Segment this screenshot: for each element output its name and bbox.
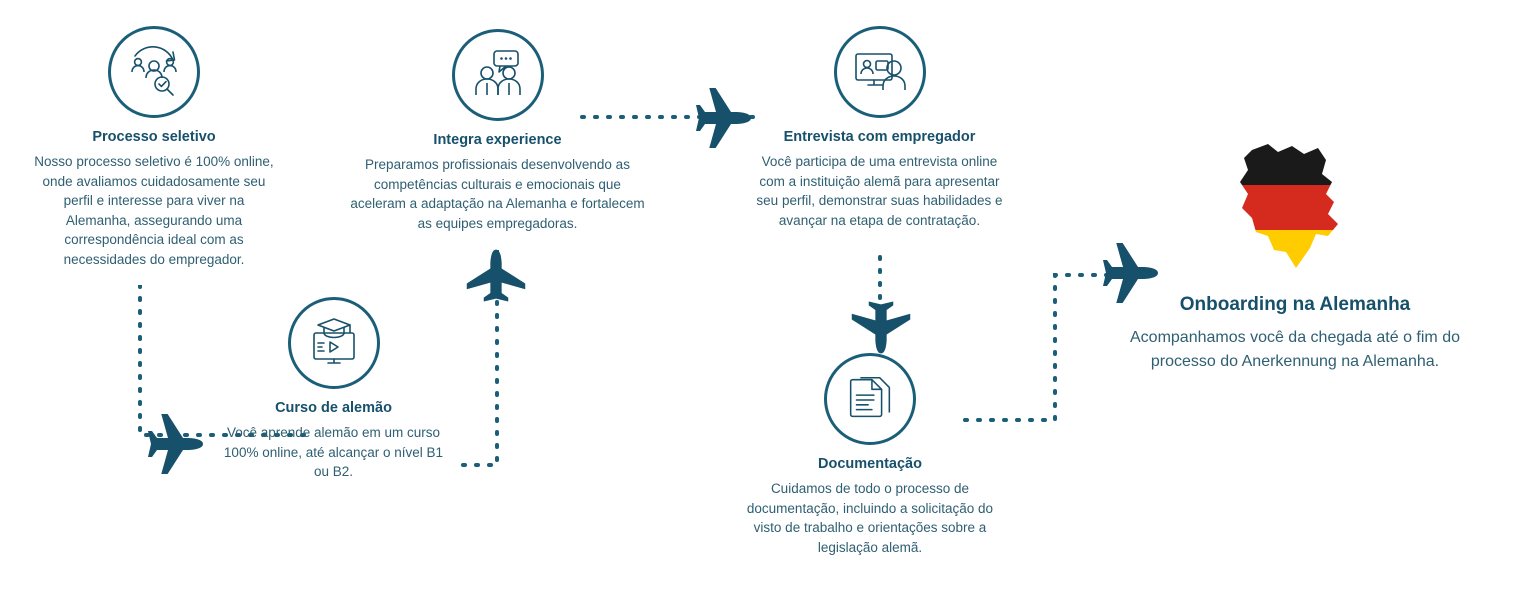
people-chat-icon-circle <box>452 29 544 121</box>
step-title: Curso de alemão <box>275 400 392 416</box>
plane-icon-2 <box>463 245 529 307</box>
step-description: Cuidamos de todo o processo de documentação, incluindo a solicitação do visto de trabalho e orientações sobre a legislação alemã. <box>746 481 994 555</box>
step-description: Preparamos profissionais desenvolvendo as competências culturais e emocionais que aceleram a adaptação na Alemanha e fortalecem as equipes empregadoras. <box>350 157 645 231</box>
step-description: Nosso processo seletivo é 100% online, onde avaliamos cuidadosamente seu perfil e interesse para viver na Alemanha, assegurando uma correspondência ideal com as necessidades do empregador. <box>34 154 274 267</box>
step-entrevista-com-empregador <box>752 26 1007 230</box>
plane-icon-1 <box>140 414 210 474</box>
plane-icon-3 <box>688 88 758 148</box>
step-description: Você aprende alemão em um curso 100% online, até alcançar o nível B1 ou B2. <box>223 425 444 480</box>
step-title: Processo seletivo <box>92 129 216 145</box>
documents-icon <box>841 370 899 428</box>
step-description: Acompanhamos você da chegada até o fim do processo do Anerkennung na Alemanha. <box>1130 329 1460 370</box>
step-title: Entrevista com empregador <box>783 129 976 145</box>
germany-flag-map <box>1230 140 1360 280</box>
germany-map-icon <box>1230 140 1360 275</box>
step-documentacao <box>745 353 995 557</box>
step-title: Documentação <box>818 456 922 472</box>
selection-process-icon-circle <box>108 26 200 118</box>
people-chat-icon <box>468 45 528 105</box>
online-course-icon <box>304 313 364 373</box>
step-processo-seletivo <box>34 26 274 270</box>
step-title: Onboarding na Alemanha <box>1179 294 1411 315</box>
step-onboarding-na-alemanha <box>1115 140 1475 374</box>
step-description: Você participa de uma entrevista online com a instituição alemã para apresentar seu perfil, demonstrar suas habilidades e avançar na etapa de contratação. <box>756 154 1003 228</box>
online-course-icon-circle <box>288 297 380 389</box>
step-integra-experience <box>345 29 650 233</box>
documents-icon-circle <box>824 353 916 445</box>
video-interview-icon-circle <box>834 26 926 118</box>
video-interview-icon <box>850 42 910 102</box>
step-curso-de-alemao <box>216 297 451 482</box>
plane-icon-4 <box>848 296 914 358</box>
selection-process-icon <box>124 42 184 102</box>
step-title: Integra experience <box>433 132 562 148</box>
